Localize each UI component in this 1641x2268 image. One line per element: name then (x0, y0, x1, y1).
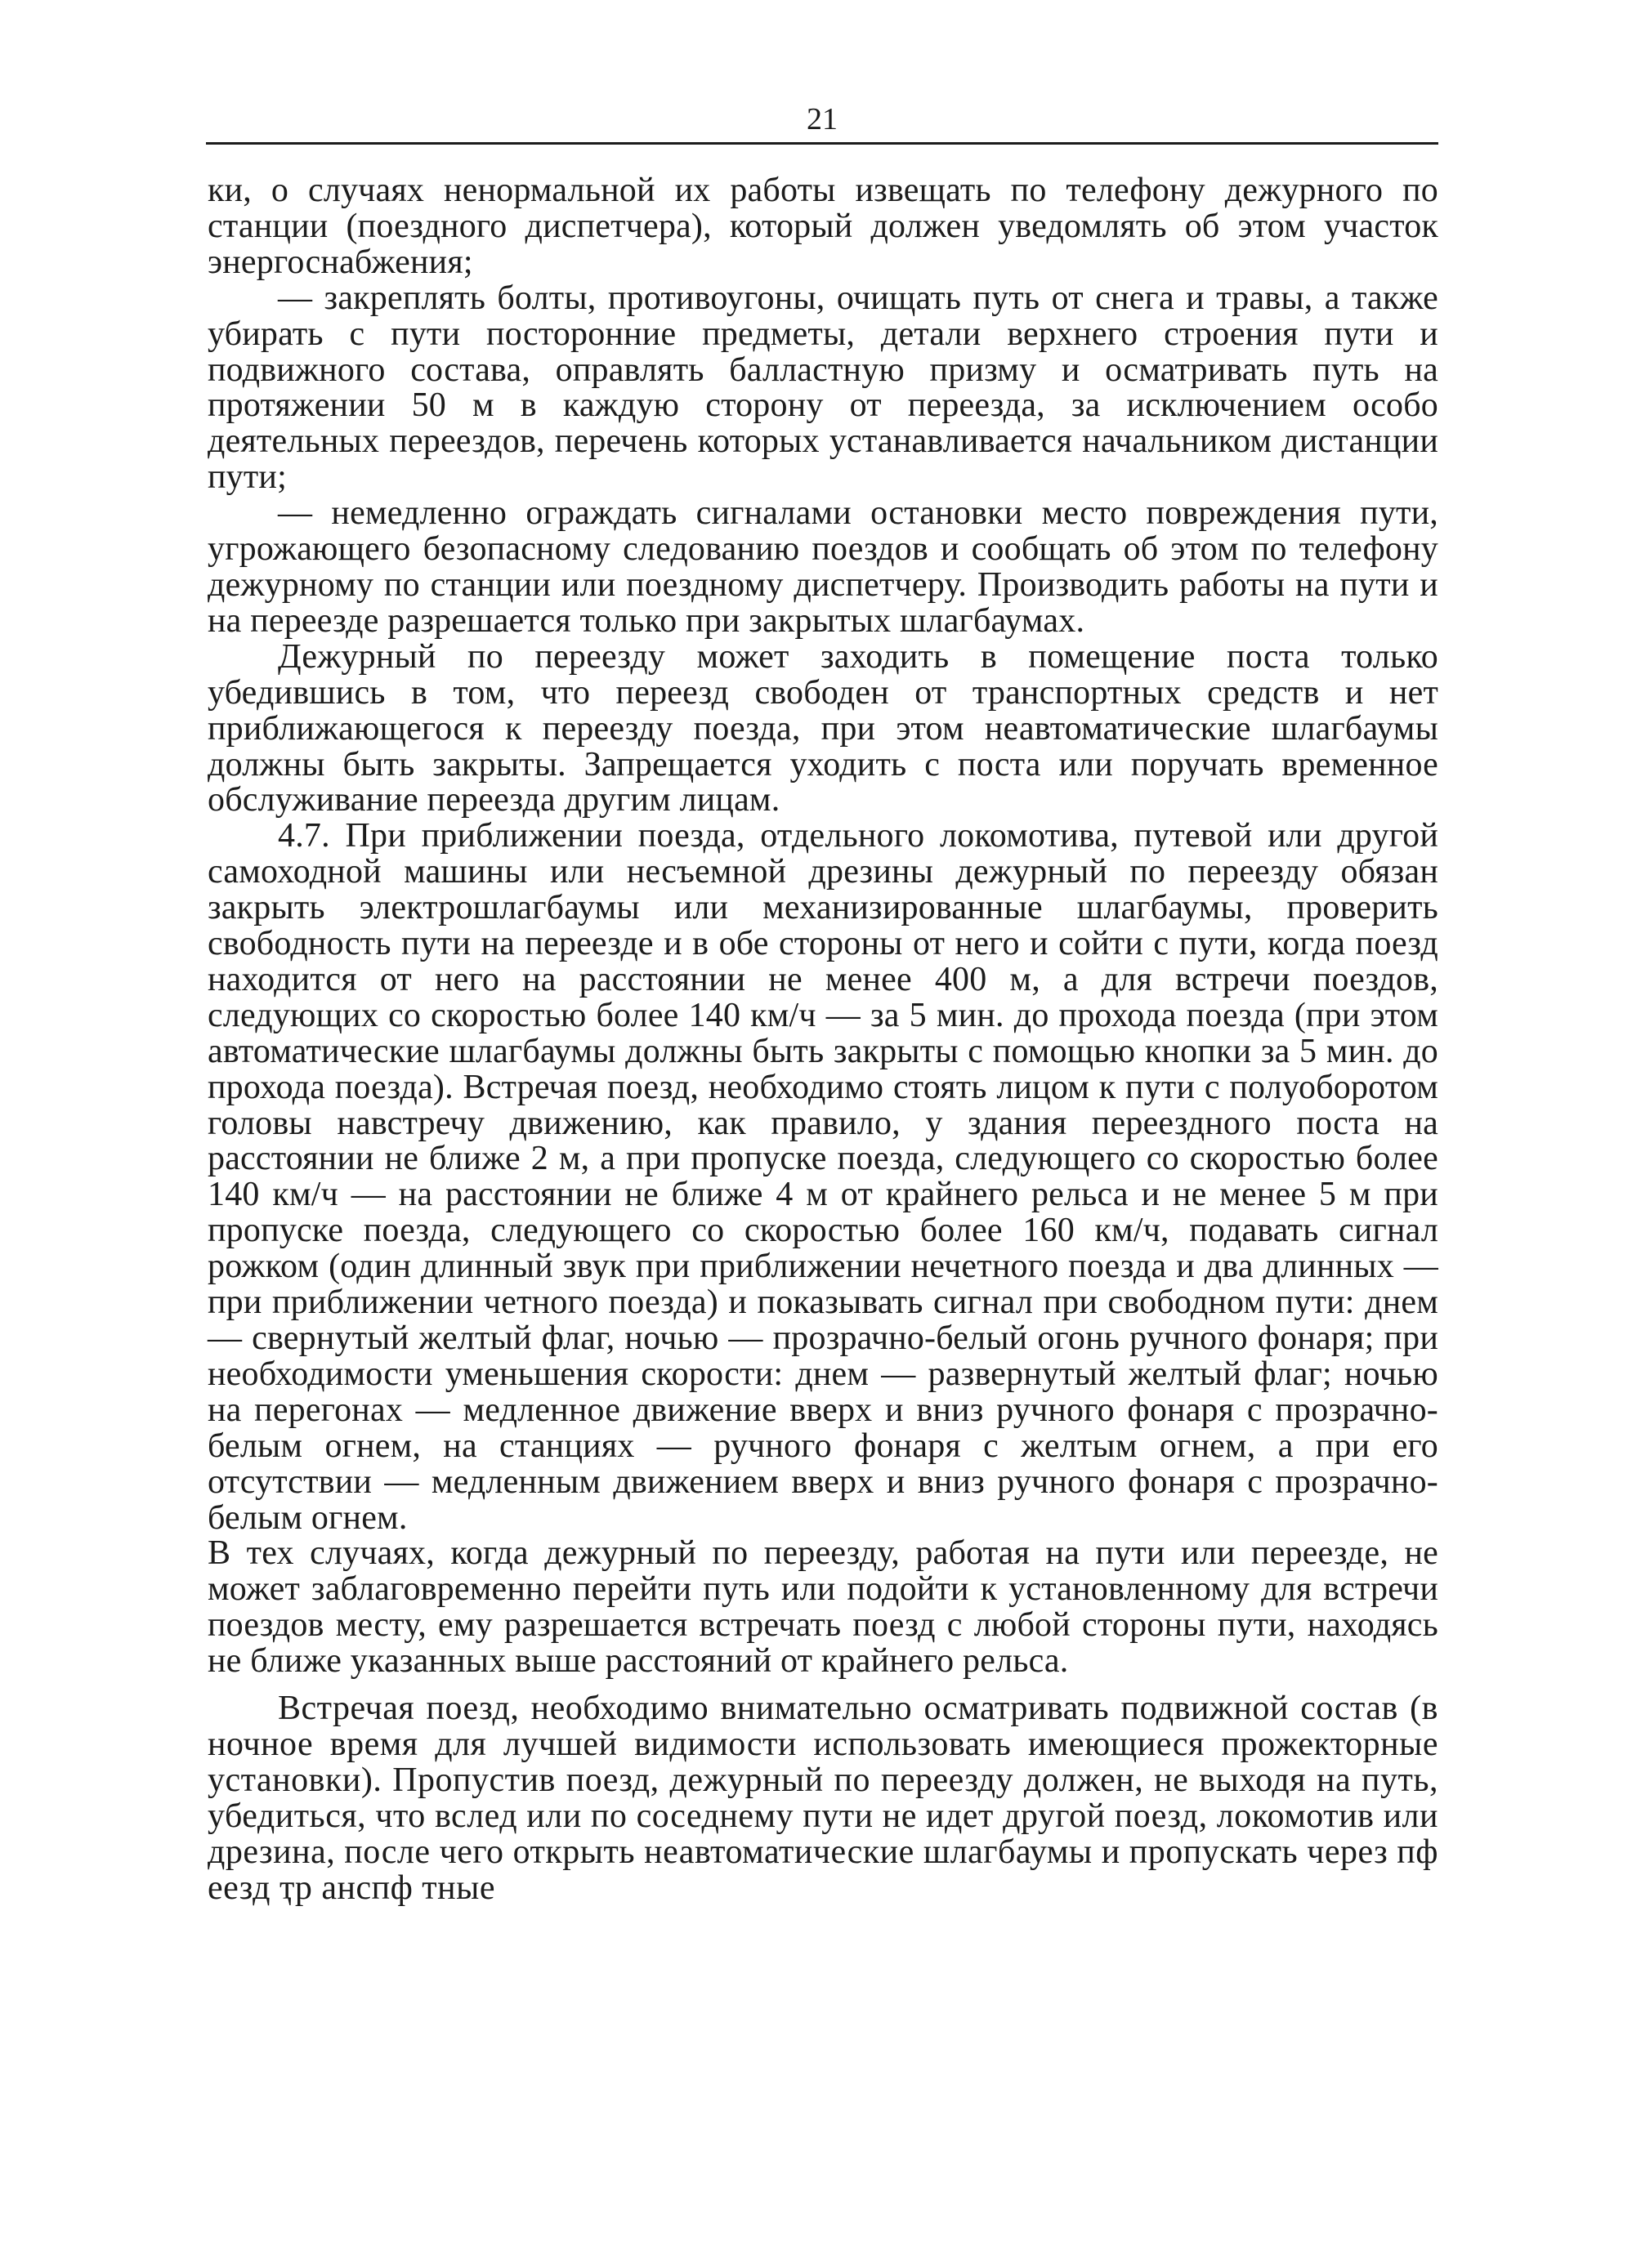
paragraph-post-entry: Дежурный по переезду может заходить в помещение поста только убедившись в том, что переезд свободен от транспортных средств и нет приближающегося к переезду поезда, при этом неавтоматические шлагбаумы должны быть закрыты. Запрещается уходить с поста или поручать временное обслуживание переезда другим лицам. (208, 637, 1438, 819)
paragraph-power-supply: ки, о случаях ненормальной их работы извещать по телефону дежурного по станции (поездного диспетчера), который должен уведомлять об этом участок энергоснабжения; (208, 172, 1438, 281)
paragraph-track-maintenance: — закреплять болты, противоугоны, очищать путь от снега и травы, а также убирать с пути посторонние предметы, детали верхнего строения пути и подвижного состава, оправлять балластную призму и осматривать путь на протяжении 50 м в каждую сторону от переезда, за исключением особо деятельных переездов, перечень которых устанавливается начальником дистанции пути; (208, 279, 1438, 497)
paragraph-section-4-7: 4.7. При приближении поезда, отдельного локомотива, путевой или другой самоходной машины или несъемной дрезины дежурный по переезду обязан закрыть электрошлагбаумы или механизированные шлагбаумы, проверить свободность пути на переезде и в обе стороны от него и сойти с пути, когда поезд находится от него на расстоянии не менее 400 м, а для встречи поездов, следующих со скоростью более 140 км/ч — за 5 мин. до прохода поезда (при этом автоматические шлагбаумы должны быть закрыты с помощью кнопки за 5 мин. до прохода поезда). Встречая поезд, необходимо стоять лицом к пути с полуоборотом головы навстречу движению, как правило, у здания переездного поста на расстоянии не ближе 2 м, а при пропуске поезда, следующего со скоростью более 140 км/ч — на расстоянии не ближе 4 м от крайнего рельса и не менее 5 м при пропуске поезда, следующего со скоростью более 160 км/ч, подавать сигнал рожком (один длинный звук при приближении нечетного поезда и два длинных — при приближении четного поезда) и показывать сигнал при свободном пути: днем — свернутый желтый флаг, ночью — прозрачно-белый огонь ручного фонаря; при необходимости уменьшения скорости: днем — развернутый желтый флаг; ночью на перегонах — медленное движение вверх и вниз ручного фонаря с прозрачно-белым огнем, на станциях — ручного фонаря с желтым огнем, а при его отсутствии — медленным движением вверх и вниз ручного фонаря с прозрачно-белым огнем. (208, 817, 1438, 1537)
page-number: 21 (807, 102, 838, 136)
paragraph-damage-signals: — немедленно ограждать сигналами остановки место повреждения пути, угрожающего безопасному следованию поездов и сообщать об этом по телефону дежурному по станции или поездному диспетчеру. Производить работы на пути и на переезде разрешается только при закрытых шлагбаумах. (208, 494, 1438, 640)
page-header (206, 100, 1438, 145)
paragraph-inspection: Встречая поезд, необходимо внимательно осматривать подвижной состав (в ночное время для лучшей видимости использовать имеющиеся прожекторные установки). Пропустив поезд, дежурный по переезду должен, не выходя на путь, убедиться, что вслед или по соседнему пути не идет другой поезд, локомотив или дрезина, после чего открыть неавтоматические шлагбаумы и пропускать через пф еезд ҭр анспф тные (208, 1690, 1438, 1907)
body-text (208, 173, 1438, 1907)
paragraph-meeting-exception: В тех случаях, когда дежурный по переезду, работая на пути или переезде, не может заблаговременно перейти путь или подойти к установленному для встречи поездов месту, ему разрешается встречать поезд с любой стороны пути, находясь не ближе указанных выше расстояний от крайнего рельса. (208, 1534, 1438, 1681)
